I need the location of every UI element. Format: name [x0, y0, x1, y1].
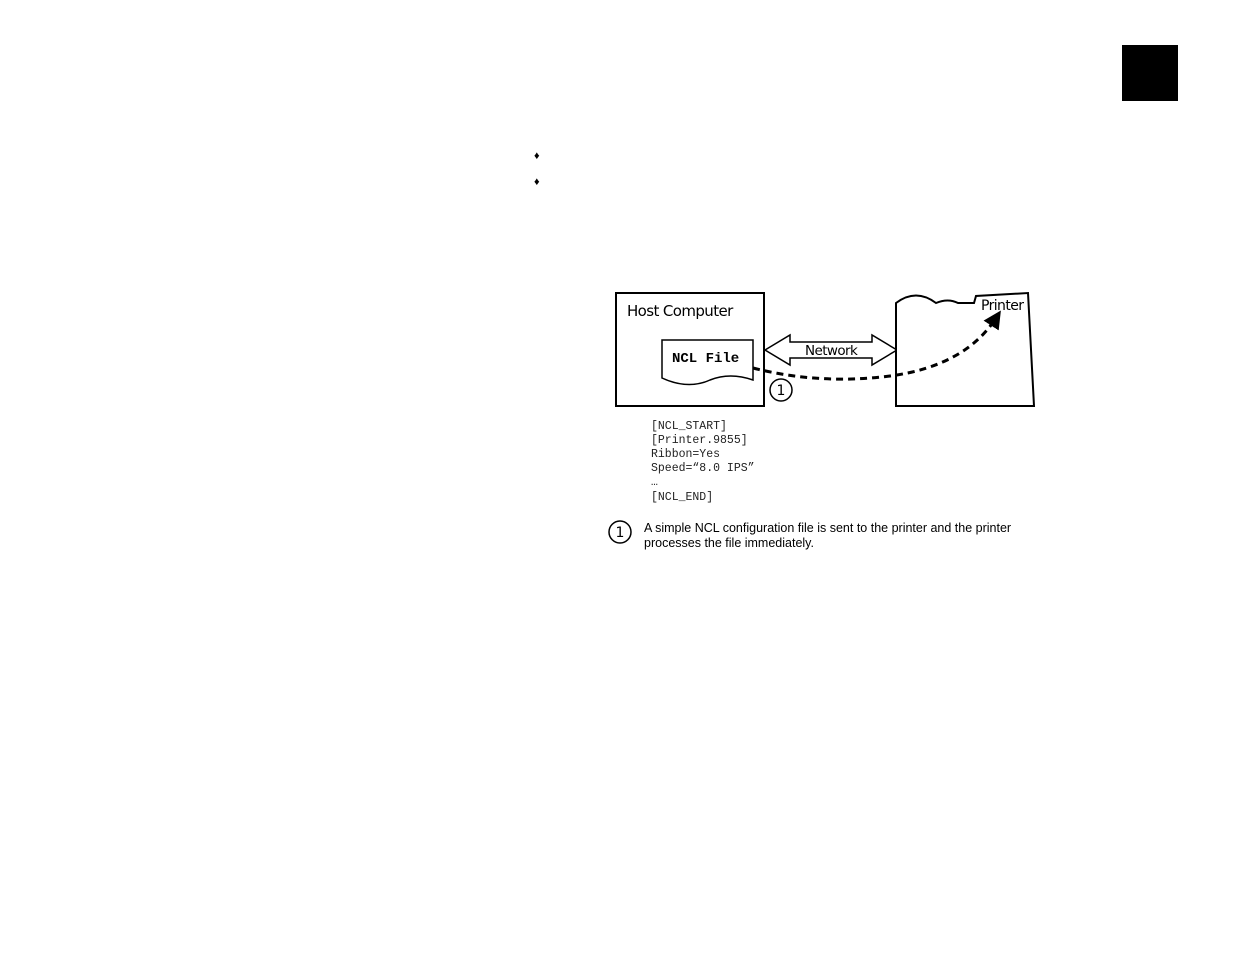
- code-line-2: [Printer.9855]: [651, 434, 748, 447]
- code-line-6: [NCL_END]: [651, 491, 714, 504]
- code-line-3: Ribbon=Yes: [651, 448, 721, 461]
- code-line-1: [NCL_START]: [651, 420, 727, 433]
- caption-line-1: A simple NCL configuration file is sent to the printer and the printer: [644, 521, 1012, 535]
- caption-line-2: processes the file immediately.: [644, 536, 814, 550]
- bullet-diamond-2: ♦: [534, 176, 540, 188]
- step-marker-number: 1: [776, 383, 786, 399]
- network-label: Network: [805, 343, 858, 359]
- code-line-4: Speed=“8.0 IPS”: [651, 462, 755, 475]
- ncl-file-label: NCL File: [672, 351, 740, 367]
- caption-marker-number: 1: [615, 525, 625, 541]
- printer-label: Printer: [981, 298, 1024, 314]
- bullet-diamond-1: ♦: [534, 150, 540, 162]
- code-line-5: …: [651, 476, 658, 489]
- host-computer-label: Host Computer: [627, 302, 733, 320]
